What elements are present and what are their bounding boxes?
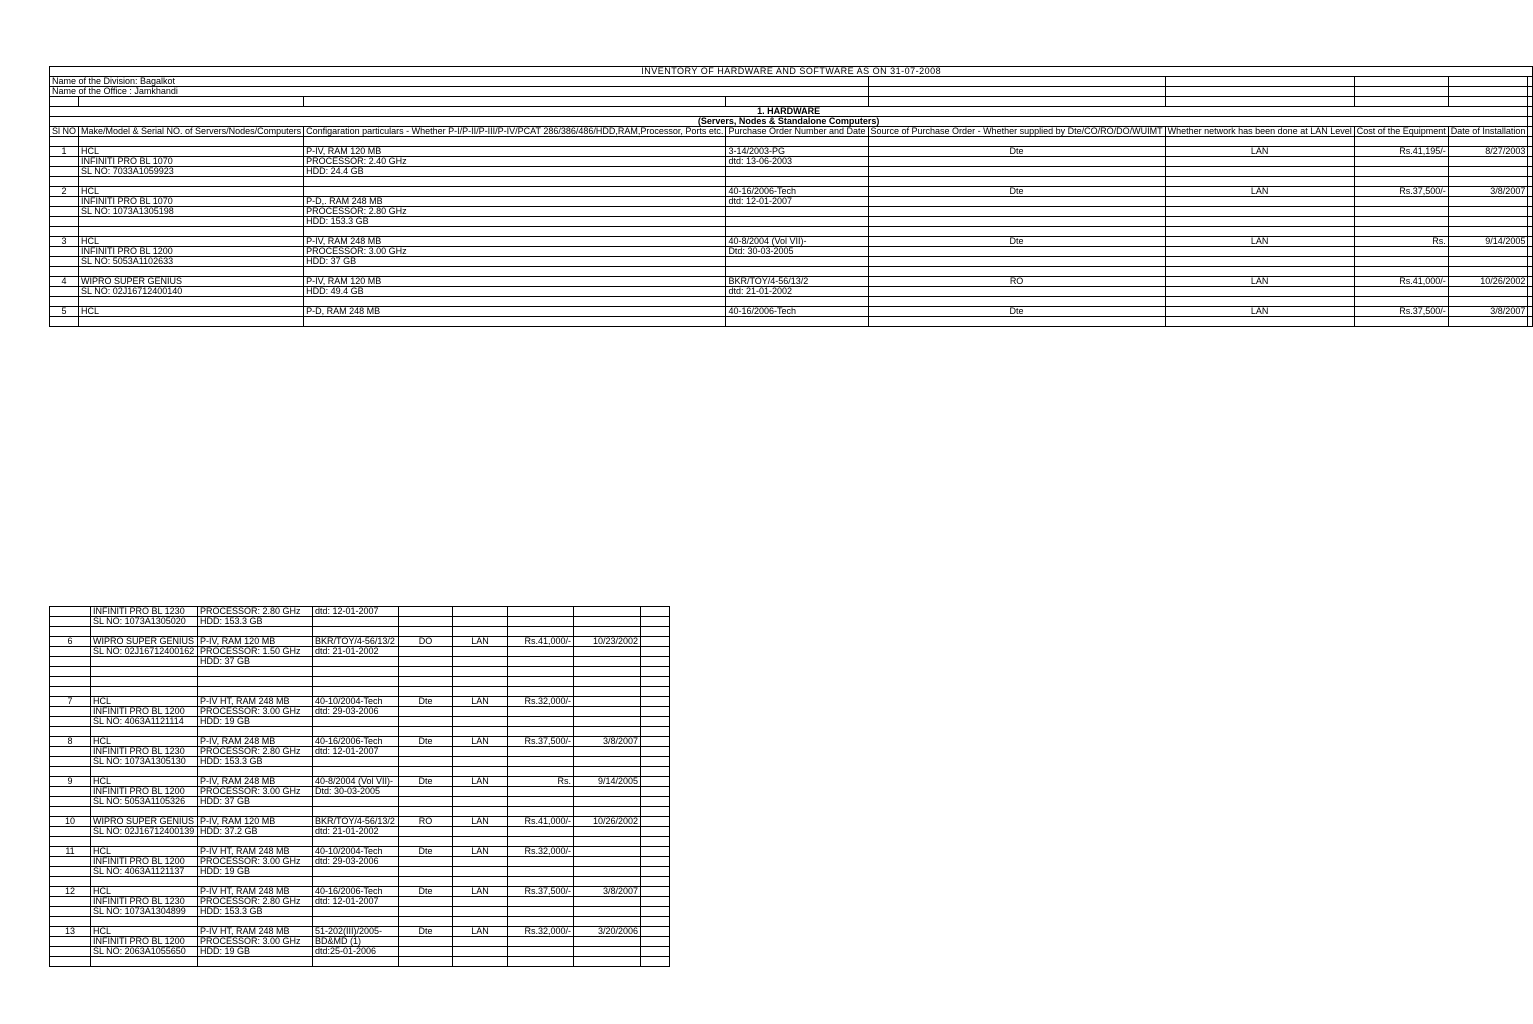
- config: HDD: 19 GB: [198, 867, 313, 877]
- make-model: INFINITI PRO BL 1200: [91, 857, 198, 867]
- network: LAN: [1165, 237, 1354, 247]
- source: Dte: [868, 147, 1165, 157]
- sl-number: 1: [50, 147, 79, 157]
- network: LAN: [453, 697, 508, 707]
- config: PROCESSOR: 2.80 GHz: [198, 607, 313, 617]
- make-model: WIPRO SUPER GENIUS: [91, 817, 198, 827]
- config: P-D, RAM 248 MB: [304, 307, 726, 317]
- header-date: Date of Installation: [1448, 127, 1528, 137]
- make-model: INFINITI PRO BL 1200: [91, 707, 198, 717]
- table-row: [50, 617, 670, 627]
- purchase-order: BD&MD (1): [313, 937, 399, 947]
- make-model: [79, 217, 304, 227]
- purchase-order: dtd: 21-01-2002: [726, 287, 868, 297]
- office-name: Name of the Office : Jamkhandi: [50, 87, 869, 97]
- section-subtitle: (Servers, Nodes & Standalone Computers): [50, 117, 1528, 127]
- config: HDD: 153.3 GB: [198, 617, 313, 627]
- header-sl: Sl NO: [50, 127, 79, 137]
- config: HDD: 24.4 GB: [304, 167, 726, 177]
- network: LAN: [453, 927, 508, 937]
- purchase-order: [313, 907, 399, 917]
- table-row: [50, 847, 670, 857]
- install-date: [574, 847, 641, 857]
- config: HDD: 37 GB: [304, 257, 726, 267]
- table-row: [50, 647, 670, 657]
- make-model: SL NO: 02J16712400162: [91, 647, 198, 657]
- config: P-IV, RAM 120 MB: [304, 277, 726, 287]
- cost: Rs.41,195/-: [1354, 147, 1448, 157]
- install-date: [574, 697, 641, 707]
- table-row: [50, 257, 1533, 267]
- table-row: [50, 237, 1533, 247]
- sl-number: 2: [50, 187, 79, 197]
- purchase-order: 40-16/2006-Tech: [313, 737, 399, 747]
- table-row: [50, 947, 670, 957]
- purchase-order: 40-8/2004 (Vol VII)-: [313, 777, 399, 787]
- table-row: [50, 187, 1533, 197]
- table-row: [50, 217, 1533, 227]
- make-model: INFINITI PRO BL 1200: [91, 787, 198, 797]
- table-row: [50, 927, 670, 937]
- table-row: [50, 867, 670, 877]
- table-row: [50, 157, 1533, 167]
- table-row: [50, 887, 670, 897]
- install-date: 3/8/2007: [1448, 307, 1528, 317]
- config: P-IV, RAM 248 MB: [198, 777, 313, 787]
- make-model: SL NO: 02J16712400139: [91, 827, 198, 837]
- table-row: [50, 657, 670, 667]
- config: PROCESSOR: 2.40 GHz: [304, 157, 726, 167]
- purchase-order: [313, 617, 399, 627]
- config: HDD: 37 GB: [198, 797, 313, 807]
- purchase-order: dtd: 29-03-2006: [313, 857, 399, 867]
- purchase-order: Dtd: 30-03-2005: [726, 247, 868, 257]
- source: Dte: [399, 777, 453, 787]
- table-row: [50, 697, 670, 707]
- purchase-order: [726, 167, 868, 177]
- make-model: SL NO: 1073A1305020: [91, 617, 198, 627]
- table-row: [50, 147, 1533, 157]
- sl-number: 7: [50, 697, 91, 707]
- table-row: [50, 787, 670, 797]
- network: LAN: [1165, 307, 1354, 317]
- column-header-row: [50, 127, 1533, 137]
- purchase-order: [313, 797, 399, 807]
- source: Dte: [868, 237, 1165, 247]
- network: LAN: [453, 737, 508, 747]
- cost: Rs.37,500/-: [508, 737, 574, 747]
- config: [304, 187, 726, 197]
- table-row: [50, 717, 670, 727]
- sl-number: 5: [50, 307, 79, 317]
- purchase-order: dtd: 21-01-2002: [313, 647, 399, 657]
- config: HDD: 153.3 GB: [198, 757, 313, 767]
- table-row: [50, 277, 1533, 287]
- make-model: SL NO: 4063A1121137: [91, 867, 198, 877]
- purchase-order: dtd: 13-06-2003: [726, 157, 868, 167]
- sl-number: 3: [50, 237, 79, 247]
- make-model: INFINITI PRO BL 1230: [91, 747, 198, 757]
- header-config: Configaration particulars - Whether P-I/P-II/P-III/P-IV/PCAT 286/386/486/HDD,RAM,Processor, Ports etc.: [304, 127, 726, 137]
- purchase-order: [313, 867, 399, 877]
- purchase-order: 40-16/2006-Tech: [726, 307, 868, 317]
- purchase-order: 40-16/2006-Tech: [726, 187, 868, 197]
- make-model: SL NO: 02J16712400140: [79, 287, 304, 297]
- make-model: HCL: [91, 927, 198, 937]
- sl-number: 4: [50, 277, 79, 287]
- config: PROCESSOR: 2.80 GHz: [304, 207, 726, 217]
- inventory-sheet-page-1: [49, 66, 1533, 327]
- make-model: HCL: [91, 697, 198, 707]
- make-model: SL NO: 1073A1304899: [91, 907, 198, 917]
- source: Dte: [399, 847, 453, 857]
- make-model: SL NO: 5053A1102633: [79, 257, 304, 267]
- make-model: SL NO: 4063A1121114: [91, 717, 198, 727]
- make-model: SL NO: 1073A1305130: [91, 757, 198, 767]
- header-make: Make/Model & Serial NO. of Servers/Nodes/Computers: [79, 127, 304, 137]
- purchase-order: 3-14/2003-PG: [726, 147, 868, 157]
- install-date: 8/27/2003: [1448, 147, 1528, 157]
- source: Dte: [399, 737, 453, 747]
- sl-number: 8: [50, 737, 91, 747]
- config: PROCESSOR: 3.00 GHz: [198, 787, 313, 797]
- config: P-IV HT, RAM 248 MB: [198, 887, 313, 897]
- table-row: [50, 287, 1533, 297]
- config: HDD: 153.3 GB: [304, 217, 726, 227]
- table-row: [50, 167, 1533, 177]
- table-row: [50, 827, 670, 837]
- config: P-IV, RAM 120 MB: [304, 147, 726, 157]
- purchase-order: BKR/TOY/4-56/13/2: [313, 637, 399, 647]
- make-model: SL NO: 5053A1105326: [91, 797, 198, 807]
- purchase-order: [726, 257, 868, 267]
- config: PROCESSOR: 2.80 GHz: [198, 747, 313, 757]
- source: Dte: [399, 697, 453, 707]
- table-row: [50, 857, 670, 867]
- config: PROCESSOR: 2.80 GHz: [198, 897, 313, 907]
- sl-number: 10: [50, 817, 91, 827]
- source: RO: [868, 277, 1165, 287]
- cost: Rs.: [1354, 237, 1448, 247]
- make-model: HCL: [91, 777, 198, 787]
- table-row: [50, 207, 1533, 217]
- config: P-IV HT, RAM 248 MB: [198, 927, 313, 937]
- source: Dte: [868, 307, 1165, 317]
- header-source: Source of Purchase Order - Whether supplied by Dte/CO/RO/DO/WUIMT: [868, 127, 1165, 137]
- config: HDD: 19 GB: [198, 947, 313, 957]
- make-model: SL NO: 7033A1059923: [79, 167, 304, 177]
- cost: Rs.32,000/-: [508, 847, 574, 857]
- purchase-order: dtd: 12-01-2007: [313, 607, 399, 617]
- config: P-IV, RAM 248 MB: [304, 237, 726, 247]
- make-model: INFINITI PRO BL 1070: [79, 157, 304, 167]
- install-date: 10/26/2002: [1448, 277, 1528, 287]
- division-name: Name of the Division: Bagalkot: [50, 77, 869, 87]
- table-row: [50, 607, 670, 617]
- table-row: [50, 937, 670, 947]
- config: P-IV, RAM 120 MB: [198, 817, 313, 827]
- purchase-order: 40-16/2006-Tech: [313, 887, 399, 897]
- source: Dte: [399, 927, 453, 937]
- table-row: [50, 817, 670, 827]
- network: LAN: [453, 817, 508, 827]
- table-row: [50, 797, 670, 807]
- cost: Rs.37,500/-: [1354, 307, 1448, 317]
- make-model: WIPRO SUPER GENIUS: [79, 277, 304, 287]
- make-model: HCL: [91, 847, 198, 857]
- config: HDD: 49.4 GB: [304, 287, 726, 297]
- purchase-order: [313, 657, 399, 667]
- table-row: [50, 707, 670, 717]
- make-model: HCL: [79, 307, 304, 317]
- source: Dte: [868, 187, 1165, 197]
- purchase-order: dtd:25-01-2006: [313, 947, 399, 957]
- table-row: [50, 637, 670, 647]
- purchase-order: [313, 717, 399, 727]
- make-model: INFINITI PRO BL 1200: [91, 937, 198, 947]
- purchase-order: Dtd: 30-03-2005: [313, 787, 399, 797]
- table-row: [50, 897, 670, 907]
- config: PROCESSOR: 3.00 GHz: [198, 707, 313, 717]
- header-cost: Cost of the Equipment: [1354, 127, 1448, 137]
- install-date: 9/14/2005: [1448, 237, 1528, 247]
- header-network: Whether network has been done at LAN Level: [1165, 127, 1354, 137]
- config: P-IV HT, RAM 248 MB: [198, 847, 313, 857]
- purchase-order: 51-202(III)/2005-: [313, 927, 399, 937]
- make-model: INFINITI PRO BL 1200: [79, 247, 304, 257]
- network: LAN: [1165, 187, 1354, 197]
- cost: Rs.32,000/-: [508, 927, 574, 937]
- inventory-sheet-page-2: [49, 606, 670, 967]
- purchase-order: 40-8/2004 (Vol VII)-: [726, 237, 868, 247]
- purchase-order: 40-10/2004-Tech: [313, 847, 399, 857]
- config: P-D,. RAM 248 MB: [304, 197, 726, 207]
- network: LAN: [453, 887, 508, 897]
- purchase-order: dtd: 12-01-2007: [726, 197, 868, 207]
- sl-number: 12: [50, 887, 91, 897]
- network: LAN: [453, 847, 508, 857]
- sl-number: 9: [50, 777, 91, 787]
- network: LAN: [453, 637, 508, 647]
- cost: Rs.37,500/-: [508, 887, 574, 897]
- section-title: 1. HARDWARE: [50, 107, 1528, 117]
- make-model: HCL: [79, 147, 304, 157]
- make-model: SL NO: 2063A1055650: [91, 947, 198, 957]
- make-model: INFINITI PRO BL 1230: [91, 607, 198, 617]
- sl-number: 11: [50, 847, 91, 857]
- purchase-order: dtd: 29-03-2006: [313, 707, 399, 717]
- config: PROCESSOR: 1.50 GHz: [198, 647, 313, 657]
- cost: Rs.32,000/-: [508, 697, 574, 707]
- sl-number: 6: [50, 637, 91, 647]
- network: LAN: [1165, 147, 1354, 157]
- make-model: HCL: [79, 187, 304, 197]
- install-date: 9/14/2005: [574, 777, 641, 787]
- make-model: HCL: [91, 737, 198, 747]
- config: HDD: 37.2 GB: [198, 827, 313, 837]
- purchase-order: [313, 757, 399, 767]
- config: P-IV, RAM 120 MB: [198, 637, 313, 647]
- install-date: 3/8/2007: [1448, 187, 1528, 197]
- make-model: INFINITI PRO BL 1230: [91, 897, 198, 907]
- header-po: Purchase Order Number and Date: [726, 127, 868, 137]
- install-date: 3/8/2007: [574, 737, 641, 747]
- install-date: 10/26/2002: [574, 817, 641, 827]
- purchase-order: dtd: 21-01-2002: [313, 827, 399, 837]
- config: HDD: 37 GB: [198, 657, 313, 667]
- config: HDD: 19 GB: [198, 717, 313, 727]
- network: LAN: [1165, 277, 1354, 287]
- sl-number: 13: [50, 927, 91, 937]
- purchase-order: BKR/TOY/4-56/13/2: [726, 277, 868, 287]
- purchase-order: [726, 217, 868, 227]
- network: LAN: [453, 777, 508, 787]
- make-model: HCL: [79, 237, 304, 247]
- table-row: [50, 907, 670, 917]
- purchase-order: [726, 207, 868, 217]
- install-date: 10/23/2002: [574, 637, 641, 647]
- cost: Rs.41,000/-: [508, 637, 574, 647]
- purchase-order: dtd: 12-01-2007: [313, 897, 399, 907]
- source: Dte: [399, 887, 453, 897]
- table-row: [50, 747, 670, 757]
- install-date: 3/20/2006: [574, 927, 641, 937]
- table-row: [50, 197, 1533, 207]
- purchase-order: dtd: 12-01-2007: [313, 747, 399, 757]
- make-model: WIPRO SUPER GENIUS: [91, 637, 198, 647]
- config: P-IV, RAM 248 MB: [198, 737, 313, 747]
- config: HDD: 153.3 GB: [198, 907, 313, 917]
- table-row: [50, 777, 670, 787]
- cost: Rs.41,000/-: [508, 817, 574, 827]
- table-row: [50, 307, 1533, 317]
- sheet-title: INVENTORY OF HARDWARE AND SOFTWARE AS ON 31-07-2008: [50, 67, 1533, 77]
- make-model: SL NO: 1073A1305198: [79, 207, 304, 217]
- table-row: [50, 737, 670, 747]
- table-row: [50, 757, 670, 767]
- make-model: [91, 657, 198, 667]
- table-row: [50, 247, 1533, 257]
- make-model: HCL: [91, 887, 198, 897]
- make-model: INFINITI PRO BL 1070: [79, 197, 304, 207]
- config: PROCESSOR: 3.00 GHz: [198, 937, 313, 947]
- cost: Rs.41,000/-: [1354, 277, 1448, 287]
- cost: Rs.: [508, 777, 574, 787]
- source: DO: [399, 637, 453, 647]
- config: PROCESSOR: 3.00 GHz: [198, 857, 313, 867]
- cost: Rs.37,500/-: [1354, 187, 1448, 197]
- purchase-order: BKR/TOY/4-56/13/2: [313, 817, 399, 827]
- config: PROCESSOR: 3.00 GHz: [304, 247, 726, 257]
- config: P-IV HT, RAM 248 MB: [198, 697, 313, 707]
- source: RO: [399, 817, 453, 827]
- install-date: 3/8/2007: [574, 887, 641, 897]
- purchase-order: 40-10/2004-Tech: [313, 697, 399, 707]
